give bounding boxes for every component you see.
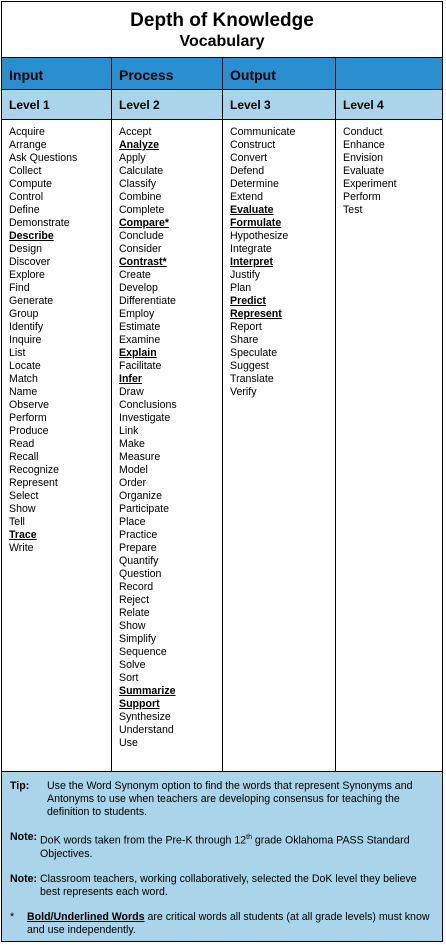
word-item: Extend	[230, 191, 263, 203]
word-item: Integrate	[230, 243, 272, 255]
word-item: Prepare	[119, 542, 157, 554]
tip-note	[10, 780, 432, 819]
word-item: Show	[119, 620, 146, 632]
word-item: Analyze	[119, 139, 160, 151]
word-item: Question	[119, 568, 162, 580]
word-item: Find	[9, 282, 30, 294]
word-item: Select	[9, 490, 39, 502]
word-item: Predict	[230, 295, 266, 307]
word-item: Contrast*	[119, 256, 167, 268]
word-item: Apply	[119, 152, 146, 164]
category-header-row	[2, 58, 442, 90]
word-item: Discover	[9, 256, 51, 268]
word-item: Trace	[9, 529, 37, 541]
page-subtitle: Vocabulary	[179, 33, 265, 50]
word-item: Reject	[119, 594, 150, 606]
word-item: Make	[119, 438, 145, 450]
word-item: Enhance	[343, 139, 385, 151]
word-item: Experiment	[343, 178, 397, 190]
collaboration-note-text: Classroom teachers, working collaboratively, selected the DoK level they believe best represents each word.	[40, 872, 417, 898]
word-item: Recognize	[9, 464, 60, 476]
word-item: Calculate	[119, 165, 164, 177]
word-item: Identify	[9, 321, 44, 333]
word-item: Estimate	[119, 321, 161, 333]
header-input: Input	[2, 58, 112, 90]
level-header-row	[2, 90, 442, 120]
word-item: Create	[119, 269, 151, 281]
word-item: Complete	[119, 204, 165, 216]
word-item: Synthesize	[119, 711, 171, 723]
word-item: Share	[230, 334, 259, 346]
word-item: Order	[119, 477, 147, 489]
word-item: Perform	[343, 191, 381, 203]
word-item: Hypothesize	[230, 230, 289, 242]
word-item: Conclusions	[119, 399, 177, 411]
word-item: Draw	[119, 386, 144, 398]
word-item: Defend	[230, 165, 265, 177]
word-item: Explore	[9, 269, 45, 281]
word-item: Group	[9, 308, 39, 320]
word-item: List	[9, 347, 26, 359]
word-item: Justify	[230, 269, 261, 281]
word-item: Measure	[119, 451, 161, 463]
word-item: Compute	[9, 178, 52, 190]
word-item: Represent	[9, 477, 58, 489]
notes-panel	[2, 772, 442, 941]
word-item: Name	[9, 386, 38, 398]
header-empty	[336, 58, 442, 90]
word-item: Inquire	[9, 334, 42, 346]
word-item: Determine	[230, 178, 279, 190]
word-item: Simplify	[119, 633, 157, 645]
word-item: Accept	[119, 126, 152, 138]
asterisk-marker: *	[10, 910, 15, 923]
word-item: Conduct	[343, 126, 383, 138]
word-item: Translate	[230, 373, 274, 385]
word-item: Represent	[230, 308, 282, 320]
tip-label: Tip:	[10, 780, 30, 792]
word-item: Control	[9, 191, 44, 203]
page-title: Depth of Knowledge	[130, 10, 314, 31]
dok-vocabulary-sheet	[1, 1, 443, 942]
level-1-header: Level 1	[2, 90, 112, 120]
word-item: Model	[119, 464, 148, 476]
word-item: Employ	[119, 308, 155, 320]
word-item: Recall	[9, 451, 39, 463]
word-item: Place	[119, 516, 146, 528]
word-item: Link	[119, 425, 139, 437]
word-item: Evaluate	[230, 204, 274, 216]
word-item: Understand	[119, 724, 174, 736]
word-item: Use	[119, 737, 138, 749]
level-1-word-list	[9, 126, 111, 555]
level-2-column	[112, 120, 223, 772]
word-item: Ask Questions	[9, 152, 78, 164]
note-label: Note:	[10, 872, 41, 885]
word-item: Record	[119, 581, 154, 593]
level-2-word-list	[119, 126, 222, 750]
word-item: Describe	[9, 230, 54, 242]
word-item: Envision	[343, 152, 384, 164]
word-item: Formulate	[230, 217, 282, 229]
word-item: Relate	[119, 607, 150, 619]
word-item: Organize	[119, 490, 162, 502]
word-item: Examine	[119, 334, 161, 346]
level-3-header: Level 3	[223, 90, 336, 120]
header-process: Process	[112, 58, 223, 90]
word-item: Differentiate	[119, 295, 176, 307]
word-item: Collect	[9, 165, 42, 177]
word-item: Classify	[119, 178, 157, 190]
word-item: Plan	[230, 282, 252, 294]
source-note	[10, 831, 432, 861]
level-4-header: Level 4	[336, 90, 442, 120]
word-item: Investigate	[119, 412, 171, 424]
title-block	[2, 2, 442, 58]
word-item: Observe	[9, 399, 50, 411]
note-label: Note:	[10, 831, 41, 843]
word-item: Facilitate	[119, 360, 162, 372]
word-item: Demonstrate	[9, 217, 70, 229]
word-item: Consider	[119, 243, 162, 255]
level-3-word-list	[230, 126, 335, 399]
level-3-column	[223, 120, 336, 772]
word-item: Support	[119, 698, 160, 710]
word-item: Sequence	[119, 646, 167, 658]
source-note-text: DoK words taken from the Pre-K through 12th grade Oklahoma PASS Standard Objectives.	[40, 834, 410, 860]
tip-text: Use the Word Synonym option to find the words that represent Synonyms and Antonyms to use when teachers are developing consensus for teaching the definition to students.	[47, 780, 413, 818]
word-item: Interpret	[230, 256, 273, 268]
word-item: Match	[9, 373, 38, 385]
word-item: Locate	[9, 360, 41, 372]
word-item: Summarize	[119, 685, 176, 697]
word-item: Develop	[119, 282, 158, 294]
level-2-header: Level 2	[112, 90, 223, 120]
word-item: Produce	[9, 425, 49, 437]
key-words-note	[10, 911, 432, 937]
word-item: Practice	[119, 529, 158, 541]
word-item: Tell	[9, 516, 25, 528]
collaboration-note	[10, 873, 432, 899]
word-item: Suggest	[230, 360, 269, 372]
word-item: Show	[9, 503, 36, 515]
header-output: Output	[223, 58, 336, 90]
word-item: Verify	[230, 386, 257, 398]
word-item: Test	[343, 204, 363, 216]
word-item: Arrange	[9, 139, 47, 151]
level-4-column	[336, 120, 442, 772]
word-item: Convert	[230, 152, 268, 164]
word-item: Explain	[119, 347, 157, 359]
word-item: Participate	[119, 503, 170, 515]
word-item: Communicate	[230, 126, 296, 138]
word-item: Infer	[119, 373, 142, 385]
level-1-column	[2, 120, 112, 772]
word-item: Read	[9, 438, 35, 450]
word-item: Report	[230, 321, 262, 333]
word-item: Speculate	[230, 347, 278, 359]
level-4-word-list	[343, 126, 442, 217]
word-item: Design	[9, 243, 42, 255]
word-item: Construct	[230, 139, 276, 151]
word-item: Sort	[119, 672, 139, 684]
word-item: Perform	[9, 412, 47, 424]
word-lists-row	[2, 120, 442, 772]
word-item: Conclude	[119, 230, 164, 242]
word-item: Combine	[119, 191, 162, 203]
word-item: Solve	[119, 659, 146, 671]
word-item: Generate	[9, 295, 54, 307]
word-item: Write	[9, 542, 34, 554]
word-item: Acquire	[9, 126, 45, 138]
word-item: Quantify	[119, 555, 159, 567]
word-item: Evaluate	[343, 165, 385, 177]
key-words-note-text: Bold/Underlined Words are critical words all students (at all grade levels) must know and use independently.	[27, 910, 430, 936]
word-item: Compare*	[119, 217, 170, 229]
word-item: Define	[9, 204, 40, 216]
